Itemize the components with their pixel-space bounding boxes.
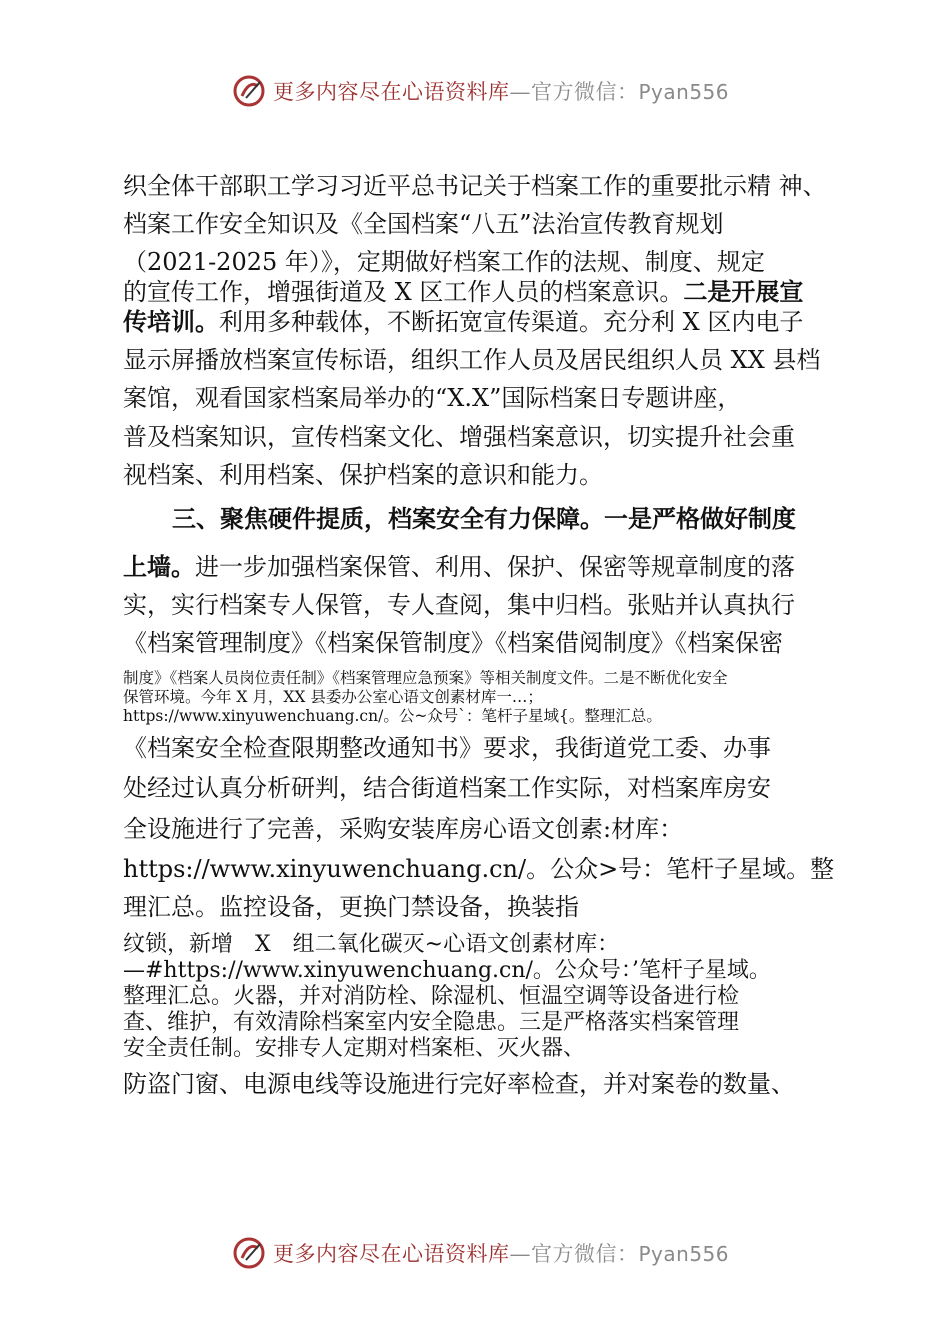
text-line: —#https://www.xinyuwenchuang.cn/。公众号：’笔杆子星域。 [123, 958, 771, 983]
text-line: 织全体干部职工学习习近平总书记关于档案工作的重要批示精 神、 [123, 172, 827, 200]
logo-icon [232, 74, 268, 108]
text-line: 《档案安全检查限期整改通知书》要求，我街道党工委、办事 [123, 734, 771, 762]
banner-text: 更多内容尽在心语资料库—官方微信：Pyan556 [273, 1242, 730, 1266]
text-line: 保管环境。今年 X 月，XX 县委办公室心语文创素材库一…； [123, 688, 543, 706]
text-line: 整理汇总。火器，并对消防栓、除湿机、恒温空调等设备进行检 [123, 984, 740, 1009]
text-line: 处经过认真分析研判，结合街道档案工作实际，对档案库房安 [123, 774, 771, 802]
text-line: 查、维护，有效清除档案室内安全隐患。三是严格落实档案管理 [123, 1010, 740, 1035]
bold-heading: 上墙。 [123, 553, 195, 581]
section-heading: 三、聚焦硬件提质，档案安全有力保障。一是严格做好制度 [172, 505, 796, 533]
text-line: 安全责任制。安排专人定期对档案柜、灭火器、 [123, 1036, 586, 1061]
text-line: （2021-2025 年）》，定期做好档案工作的法规、制度、规定 [123, 248, 765, 276]
text-line: 档案工作安全知识及《全国档案“八五”法治宣传教育规划 [123, 210, 724, 238]
footer-banner [0, 1233, 950, 1273]
text-line: 制度》《档案人员岗位责任制》《档案管理应急预案》等相关制度文件。二是不断优化安全 [123, 669, 728, 687]
text-line: 传培训。利用多种载体，不断拓宽宣传渠道。充分利 X 区内电子 [123, 308, 804, 336]
text-line: 防盗门窗、电源电线等设施进行完好率检查，并对案卷的数量、 [123, 1070, 795, 1098]
banner-text: 更多内容尽在心语资料库—官方微信：Pyan556 [273, 80, 730, 104]
text-line: 《档案管理制度》《档案保管制度》《档案借阅制度》《档案保密 [123, 629, 783, 657]
text-line: 理汇总。监控设备，更换门禁设备，换装指 [123, 893, 579, 921]
text-line: 案馆，观看国家档案局举办的“X.X”国际档案日专题讲座， [123, 384, 742, 412]
text-line: 的宣传工作，增强街道及 X 区工作人员的档案意识。二是开展宣 [123, 278, 804, 306]
text-line: 视档案、利用档案、保护档案的意识和能力。 [123, 461, 603, 489]
text-line: 实，实行档案专人保管，专人查阅，集中归档。张贴并认真执行 [123, 591, 795, 619]
text-line: 纹锁，新增 X 组二氧化碳灭~心语文创素材库： [123, 932, 620, 957]
text-line: 全设施进行了完善，采购安装库房心语文创素:材库： [123, 815, 684, 843]
text-line: https://www.xinyuwenchuang.cn/。公众>号：笔杆子星域。整 [123, 855, 835, 883]
bold-heading: 二是开展宣 [683, 278, 804, 306]
bold-heading: 传培训。 [123, 308, 219, 336]
text-line: https://www.xinyuwenchuang.cn/。公~众号`：笔杆子星域{。整理汇总。 [123, 707, 662, 725]
text-line: 普及档案知识，宣传档案文化、增强档案意识，切实提升社会重 [123, 423, 795, 451]
text-line: 上墙。进一步加强档案保管、利用、保护、保密等规章制度的落 [123, 553, 795, 581]
header-banner [0, 71, 950, 111]
text-line: 显示屏播放档案宣传标语，组织工作人员及居民组织人员 XX 县档 [123, 346, 821, 374]
logo-icon [232, 1236, 268, 1270]
